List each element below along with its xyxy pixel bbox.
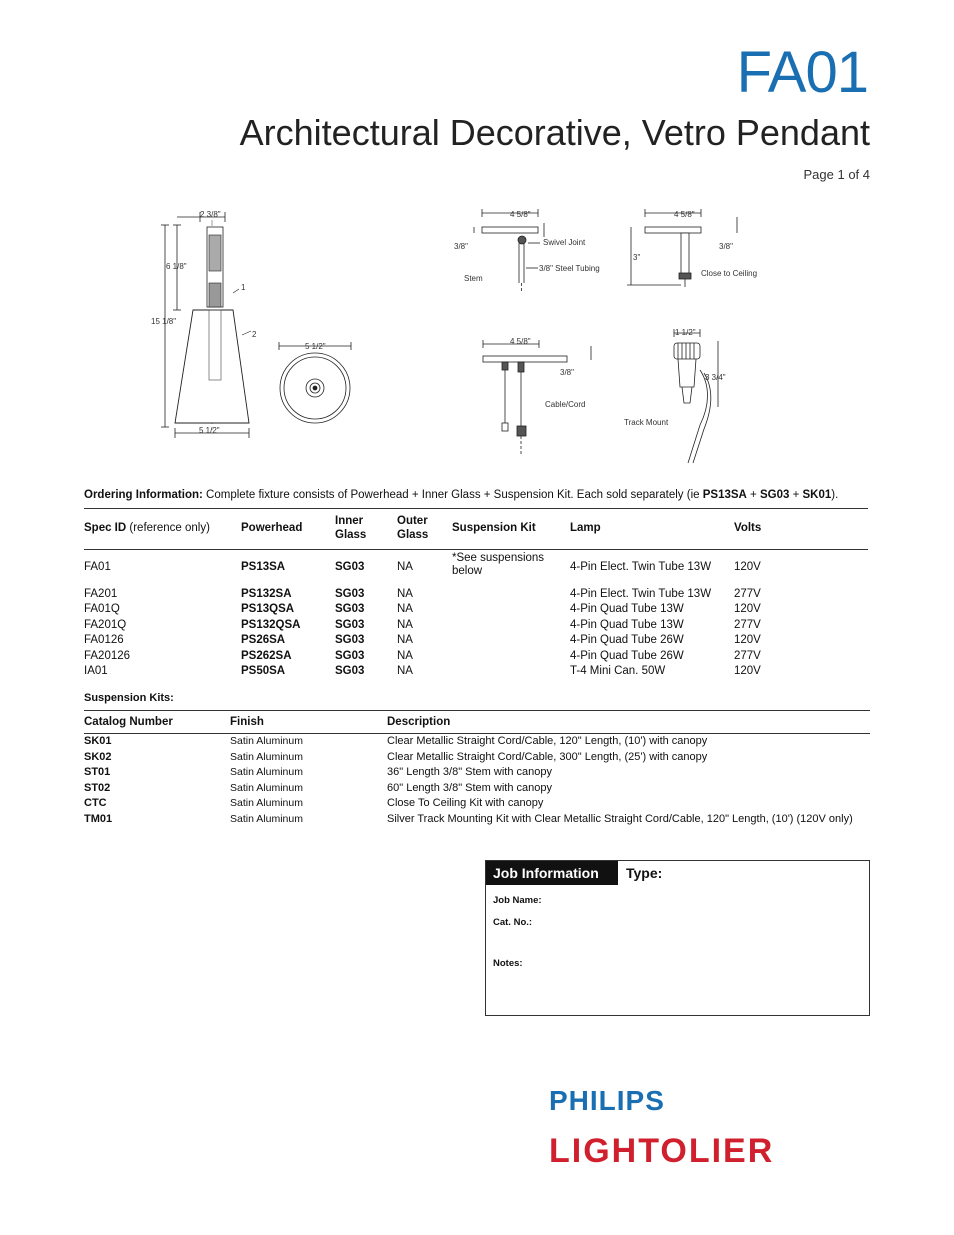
- header-finish: Finish: [230, 711, 387, 734]
- ordering-example-3: SK01: [802, 489, 832, 501]
- cell-description: Close To Ceiling Kit with canopy: [387, 797, 544, 810]
- track-dim-h: 3 3/4": [705, 373, 726, 382]
- cell-outer: NA: [397, 603, 413, 616]
- cable-dim-h: 3/8": [560, 368, 574, 377]
- plan-dim: 5 1/2": [305, 342, 326, 351]
- cell-lamp: 4-Pin Elect. Twin Tube 13W: [570, 587, 712, 600]
- cell-suspension: [452, 664, 570, 680]
- cell-inner: SG03: [335, 587, 365, 600]
- cell-finish: Satin Aluminum: [230, 797, 303, 810]
- ordering-text-end: ).: [831, 489, 839, 501]
- table-row: [84, 734, 870, 750]
- header-spec-id: Spec ID (reference only): [84, 509, 241, 550]
- cell-outer: NA: [397, 634, 413, 647]
- ordering-plus-1: +: [750, 489, 757, 501]
- cell-powerhead: PS13SA: [241, 561, 286, 574]
- cell-lamp: 4-Pin Quad Tube 26W: [570, 634, 684, 647]
- cell-spec: FA01: [84, 561, 111, 574]
- cell-outer: NA: [397, 618, 413, 631]
- cell-finish: Satin Aluminum: [230, 750, 303, 763]
- cell-powerhead: PS262SA: [241, 649, 292, 662]
- type-field[interactable]: Type:: [626, 865, 663, 881]
- cell-inner: SG03: [335, 649, 365, 662]
- cell-suspension: [452, 587, 570, 603]
- header-volts: Volts: [734, 509, 868, 550]
- cell-outer: NA: [397, 587, 413, 600]
- cell-description: 60" Length 3/8" Stem with canopy: [387, 781, 552, 794]
- header-powerhead: Powerhead: [241, 509, 335, 550]
- table-row: [84, 587, 868, 603]
- ordering-info: [84, 489, 874, 501]
- pendant-plan-diagram: [275, 340, 355, 430]
- cell-catalog: SK02: [84, 750, 112, 763]
- cell-lamp: 4-Pin Quad Tube 26W: [570, 649, 684, 662]
- header-lamp: Lamp: [570, 509, 734, 550]
- ordering-example-1: PS13SA: [702, 489, 747, 501]
- table-row: [84, 618, 868, 634]
- cell-finish: Satin Aluminum: [230, 735, 303, 747]
- cell-volts: 277V: [734, 587, 761, 600]
- job-name-field[interactable]: Job Name:: [493, 895, 542, 906]
- cell-spec: FA0126: [84, 634, 124, 647]
- cell-inner: SG03: [335, 618, 365, 631]
- ceiling-dim-3: 3": [633, 253, 641, 262]
- cell-outer: NA: [397, 649, 413, 662]
- header-description: Description: [387, 711, 870, 734]
- table-row: [84, 781, 870, 797]
- stem-label: Stem: [464, 274, 483, 283]
- cell-lamp: T-4 Mini Can. 50W: [570, 665, 666, 678]
- cell-description: 36" Length 3/8" Stem with canopy: [387, 766, 552, 779]
- ceiling-dim-h: 3/8": [719, 242, 733, 251]
- dim-total: 15 1/8": [151, 317, 177, 326]
- cell-finish: Satin Aluminum: [230, 812, 303, 825]
- ceiling-dim-width: 4 5/8": [674, 210, 695, 219]
- callout-1: 1: [241, 283, 246, 292]
- swivel-label: Swivel Joint: [543, 238, 586, 247]
- table-row: [84, 633, 868, 649]
- cell-outer: NA: [397, 561, 413, 574]
- cell-powerhead: PS50SA: [241, 665, 286, 678]
- track-label: Track Mount: [624, 418, 669, 427]
- cell-spec: FA20126: [84, 649, 131, 662]
- job-information-box: [485, 860, 870, 1016]
- job-information-header: Job Information: [486, 861, 618, 885]
- cell-lamp: 4-Pin Quad Tube 13W: [570, 603, 684, 616]
- table-row: [84, 796, 870, 812]
- cell-suspension: [452, 633, 570, 649]
- page-title: Architectural Decorative, Vetro Pendant: [239, 112, 870, 153]
- table-row: [84, 765, 870, 781]
- cell-volts: 277V: [734, 618, 761, 631]
- cell-catalog: SK01: [84, 735, 112, 747]
- ordering-example-2: SG03: [759, 489, 790, 501]
- cell-powerhead: PS132SA: [241, 587, 292, 600]
- philips-logo: PHILIPS: [549, 1085, 665, 1116]
- cell-inner: SG03: [335, 561, 365, 574]
- cell-volts: 120V: [734, 634, 761, 647]
- cell-suspension-note: *See suspensions below: [452, 552, 545, 577]
- cell-powerhead: PS132QSA: [241, 618, 301, 631]
- track-mount-diagram: [660, 325, 725, 465]
- stem-dim-width: 4 5/8": [510, 210, 531, 219]
- table-row: [84, 550, 868, 587]
- cell-suspension: [452, 618, 570, 634]
- cell-description: Silver Track Mounting Kit with Clear Metallic Straight Cord/Cable, 120" Length, (10') (120V only): [387, 813, 853, 826]
- suspension-header-row: [84, 711, 870, 734]
- spec-header-row: [84, 509, 868, 550]
- cell-spec: FA201Q: [84, 618, 127, 631]
- cell-lamp: 4-Pin Elect. Twin Tube 13W: [570, 561, 712, 574]
- ordering-plus-2: +: [792, 489, 800, 501]
- table-row: [84, 750, 870, 766]
- ordering-text: Complete fixture consists of Powerhead + Inner Glass + Suspension Kit. Each sold separately (ie: [206, 489, 700, 501]
- track-dim-w: 1 1/2": [675, 328, 696, 337]
- table-row: [84, 812, 870, 828]
- cat-no-field[interactable]: Cat. No.:: [493, 917, 533, 928]
- suspension-table: [84, 710, 870, 828]
- cell-suspension: [452, 602, 570, 618]
- cell-description: Clear Metallic Straight Cord/Cable, 300" Length, (25') with canopy: [387, 750, 708, 763]
- cell-volts: 120V: [734, 665, 761, 678]
- cell-lamp: 4-Pin Quad Tube 13W: [570, 618, 684, 631]
- cell-description: Clear Metallic Straight Cord/Cable, 120" Length, (10') with canopy: [387, 735, 708, 747]
- cell-spec: FA01Q: [84, 603, 120, 616]
- lightolier-logo: LIGHTOLIER: [549, 1132, 775, 1170]
- cell-catalog: ST02: [84, 781, 111, 794]
- cable-label: Cable/Cord: [545, 400, 586, 409]
- cell-catalog: TM01: [84, 812, 113, 825]
- cell-spec: IA01: [84, 665, 108, 678]
- dim-top: 2 3/8": [200, 210, 221, 219]
- dim-bottom: 5 1/2": [199, 426, 220, 435]
- product-code: FA01: [736, 40, 868, 105]
- cell-finish: Satin Aluminum: [230, 766, 303, 779]
- cable-diagram: [475, 330, 605, 460]
- cell-volts: 277V: [734, 649, 761, 662]
- cell-powerhead: PS26SA: [241, 634, 286, 647]
- cell-inner: SG03: [335, 634, 365, 647]
- cable-dim-width: 4 5/8": [510, 337, 531, 346]
- cell-outer: NA: [397, 665, 413, 678]
- header-suspension-kit: Suspension Kit: [452, 509, 570, 550]
- table-row: [84, 602, 868, 618]
- header-catalog: Catalog Number: [84, 711, 230, 734]
- stem-dim-h: 3/8": [454, 242, 468, 251]
- spec-table: [84, 508, 868, 680]
- dim-upper: 6 1/8": [166, 262, 187, 271]
- cell-spec: FA201: [84, 587, 118, 600]
- callout-2: 2: [252, 330, 257, 339]
- header-outer-glass: Outer Glass: [397, 509, 452, 550]
- table-row: [84, 664, 868, 680]
- suspension-title: Suspension Kits:: [84, 692, 174, 704]
- header-inner-glass: Inner Glass: [335, 509, 397, 550]
- cell-powerhead: PS13QSA: [241, 603, 295, 616]
- tubing-label: 3/8" Steel Tubing: [539, 264, 600, 273]
- cell-catalog: ST01: [84, 766, 111, 779]
- table-row: [84, 649, 868, 665]
- cell-catalog: CTC: [84, 797, 107, 810]
- ordering-label: Ordering Information:: [84, 489, 203, 501]
- cell-suspension: [452, 649, 570, 665]
- notes-field[interactable]: Notes:: [493, 958, 523, 969]
- cell-volts: 120V: [734, 603, 761, 616]
- cell-inner: SG03: [335, 665, 365, 678]
- glass-shade-shape: [175, 310, 249, 423]
- cell-inner: SG03: [335, 603, 365, 616]
- ceiling-label: Close to Ceiling: [701, 269, 758, 278]
- page-number: Page 1 of 4: [803, 167, 870, 182]
- cell-volts: 120V: [734, 561, 761, 574]
- cell-finish: Satin Aluminum: [230, 781, 303, 794]
